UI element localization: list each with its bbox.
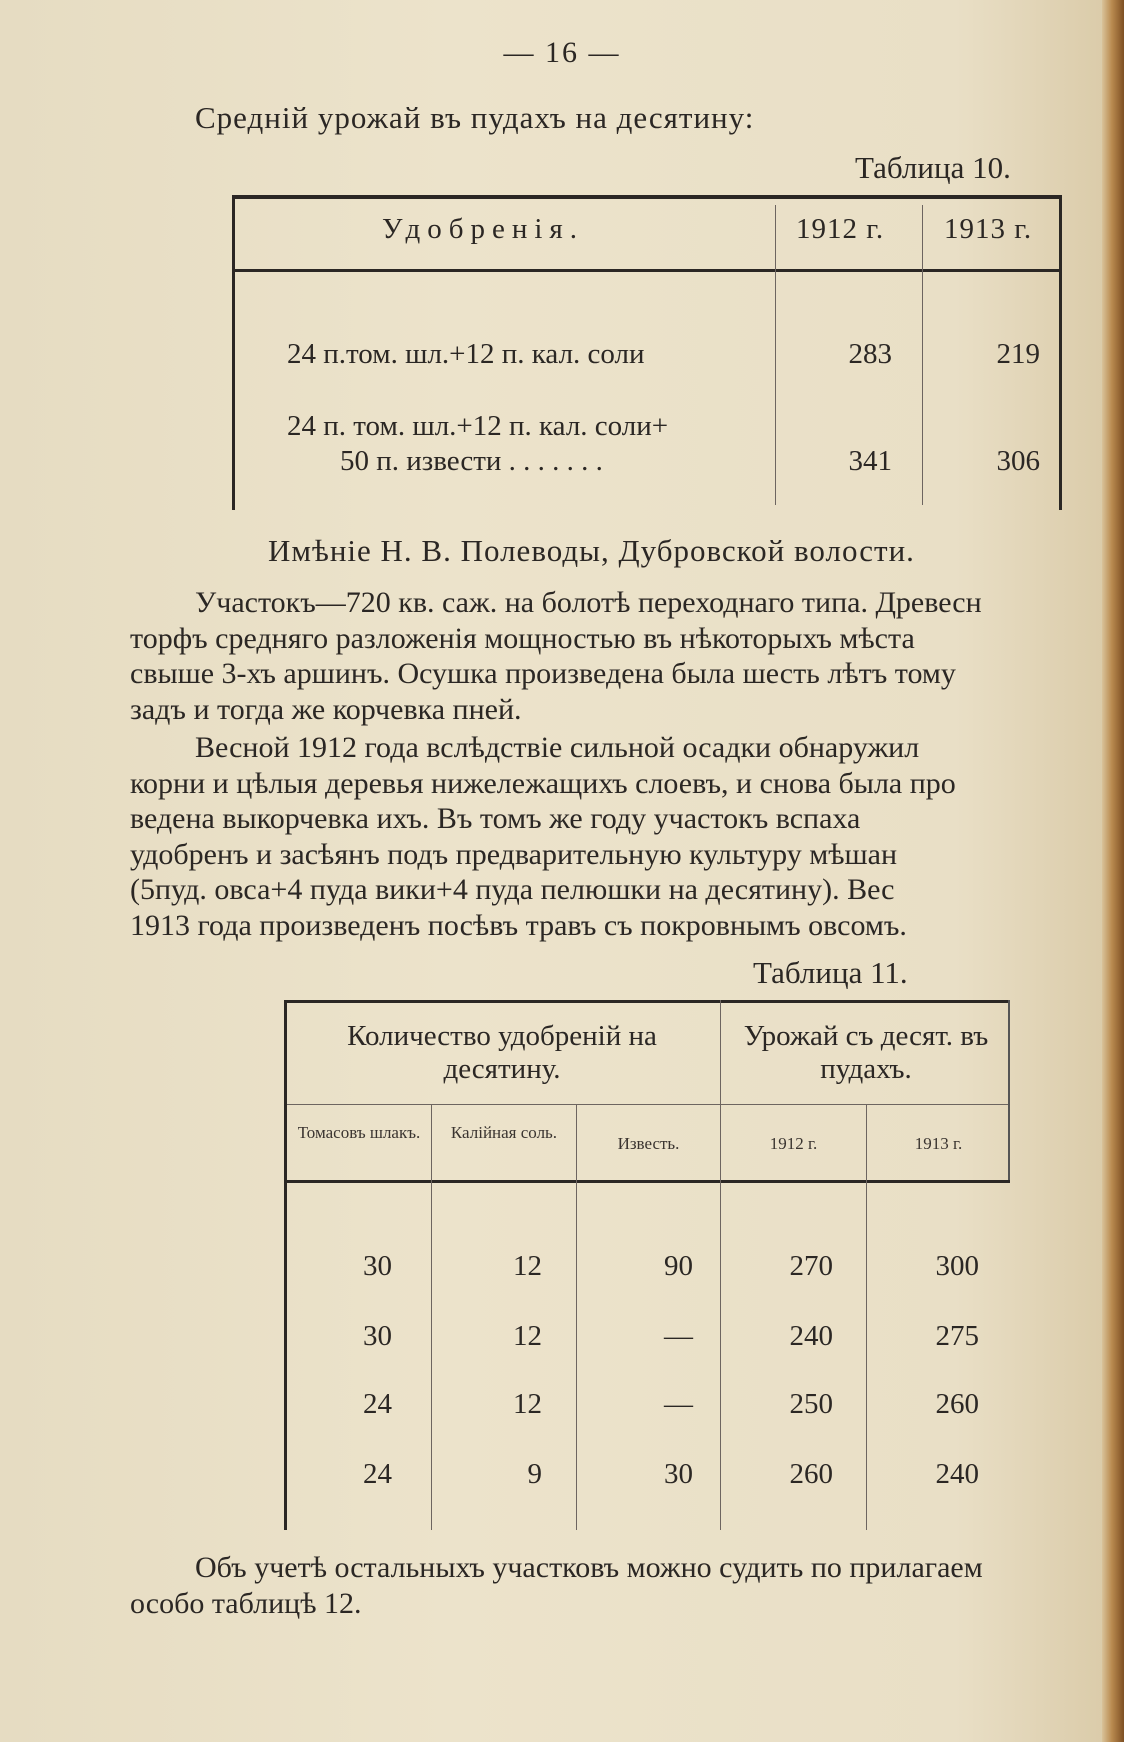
paragraph-line: удобренъ и засѣянъ подъ предварительную культуру мѣшан xyxy=(130,837,898,871)
paragraph-3 xyxy=(130,1550,1120,1621)
paragraph-line: Объ учетѣ остальныхъ участковъ можно судить по прилагаем xyxy=(195,1551,983,1584)
avg-yield-heading: Среднiй урожай въ пудахъ на десятину: xyxy=(195,100,755,135)
table11-cell: 12 xyxy=(513,1320,542,1352)
table11-subheader-rule xyxy=(284,1104,1010,1105)
table11-cell: 260 xyxy=(935,1388,979,1420)
table10-row1-1912: 283 xyxy=(848,338,892,370)
table11-cell: — xyxy=(664,1320,693,1352)
paragraph-line: свыше 3-хъ аршинъ. Осушка произведена была шесть лѣтъ тому xyxy=(130,657,956,690)
table11-cell: 24 xyxy=(363,1458,392,1490)
table11-cell: 260 xyxy=(789,1458,833,1490)
table11-cell: 24 xyxy=(363,1388,392,1420)
paragraph-line: корни и цѣлыя деревья нижележащихъ слоевъ, и снова была про xyxy=(130,766,956,800)
table10-header-rule xyxy=(232,269,1062,272)
table11-group-header-yield: Урожай съ десят. въ пудахъ. xyxy=(743,1020,989,1085)
estate-heading: Имѣнiе Н. В. Полеводы, Дубровской волости. xyxy=(268,533,915,568)
table11-group-header-fertilizer: Количество удобренiй на десятину. xyxy=(347,1020,657,1085)
table11-subheader-lime: Известь. xyxy=(617,1134,680,1153)
table10-header-1913: 1913 г. xyxy=(944,213,1033,245)
paragraph-2 xyxy=(130,730,1120,943)
table10-header-1912: 1912 г. xyxy=(796,213,885,245)
paragraph-line: торфъ средняго разложенiя мощностью въ нѣкоторыхъ мѣста xyxy=(130,621,915,655)
table10-row1-1913: 219 xyxy=(996,338,1040,370)
paragraph-line: 1913 года произведенъ посѣвъ травъ съ покровнымъ овсомъ. xyxy=(130,908,907,942)
table11-cell: 240 xyxy=(935,1458,979,1490)
table11-header-rule xyxy=(284,1180,1010,1183)
table11-cell: 250 xyxy=(789,1388,833,1420)
table10-row2-1912: 341 xyxy=(848,445,892,477)
table10-top-rule xyxy=(232,195,1062,199)
table-10 xyxy=(232,195,1062,510)
paragraph-line: Весной 1912 года вслѣдствiе сильной осадки обнаружил xyxy=(195,731,920,764)
table11-subheader-thomas-slag: Томасовъ шлакъ. xyxy=(297,1123,421,1142)
table11-cell: 12 xyxy=(513,1388,542,1420)
table11-cell: 9 xyxy=(527,1458,542,1490)
table10-row2-fertilizer-line2: 50 п. извести . . . . . . . xyxy=(340,445,603,477)
table11-subheader-1912: 1912 г. xyxy=(769,1134,818,1153)
table11-cell: 240 xyxy=(789,1320,833,1352)
paragraph-line: (5пуд. овса+4 пуда вики+4 пуда пелюшки на десятину). Вес xyxy=(130,873,895,906)
table-11 xyxy=(284,1000,1010,1530)
paragraph-1 xyxy=(130,585,1120,727)
page-number: — 16 — xyxy=(503,36,621,69)
table10-row2-1913: 306 xyxy=(996,445,1040,477)
table11-cell: 300 xyxy=(935,1250,979,1282)
paragraph-line: Участокъ—720 кв. саж. на болотѣ переходнаго типа. Древесн xyxy=(195,586,982,619)
table11-cell: 270 xyxy=(789,1250,833,1282)
table11-cell: 30 xyxy=(363,1320,392,1352)
table10-caption: Таблица 10. xyxy=(855,150,1011,185)
table11-caption: Таблица 11. xyxy=(753,955,908,990)
table11-cell: 30 xyxy=(363,1250,392,1282)
table11-top-rule xyxy=(284,1000,1010,1003)
table11-cell: 12 xyxy=(513,1250,542,1282)
paragraph-line: особо таблицѣ 12. xyxy=(130,1586,362,1620)
table11-cell: 275 xyxy=(935,1320,979,1352)
paragraph-line: задъ и тогда же корчевка пней. xyxy=(130,692,522,726)
table10-right-border xyxy=(1059,195,1062,510)
paragraph-line: ведена выкорчевка ихъ. Въ томъ же году участокъ вспаха xyxy=(130,802,861,835)
table10-row2-fertilizer-line1: 24 п. том. шл.+12 п. кал. соли+ xyxy=(287,410,669,442)
table10-row1-fertilizer: 24 п.том. шл.+12 п. кал. соли xyxy=(287,338,645,370)
table11-cell: — xyxy=(664,1388,693,1420)
table11-subheader-potash-salt: Калiйная соль. xyxy=(450,1123,558,1142)
table11-subheader-1913: 1913 г. xyxy=(914,1134,963,1153)
table10-header-fertilizer: Удобренiя. xyxy=(382,213,585,245)
table11-cell: 30 xyxy=(664,1458,693,1490)
table11-cell: 90 xyxy=(664,1250,693,1282)
